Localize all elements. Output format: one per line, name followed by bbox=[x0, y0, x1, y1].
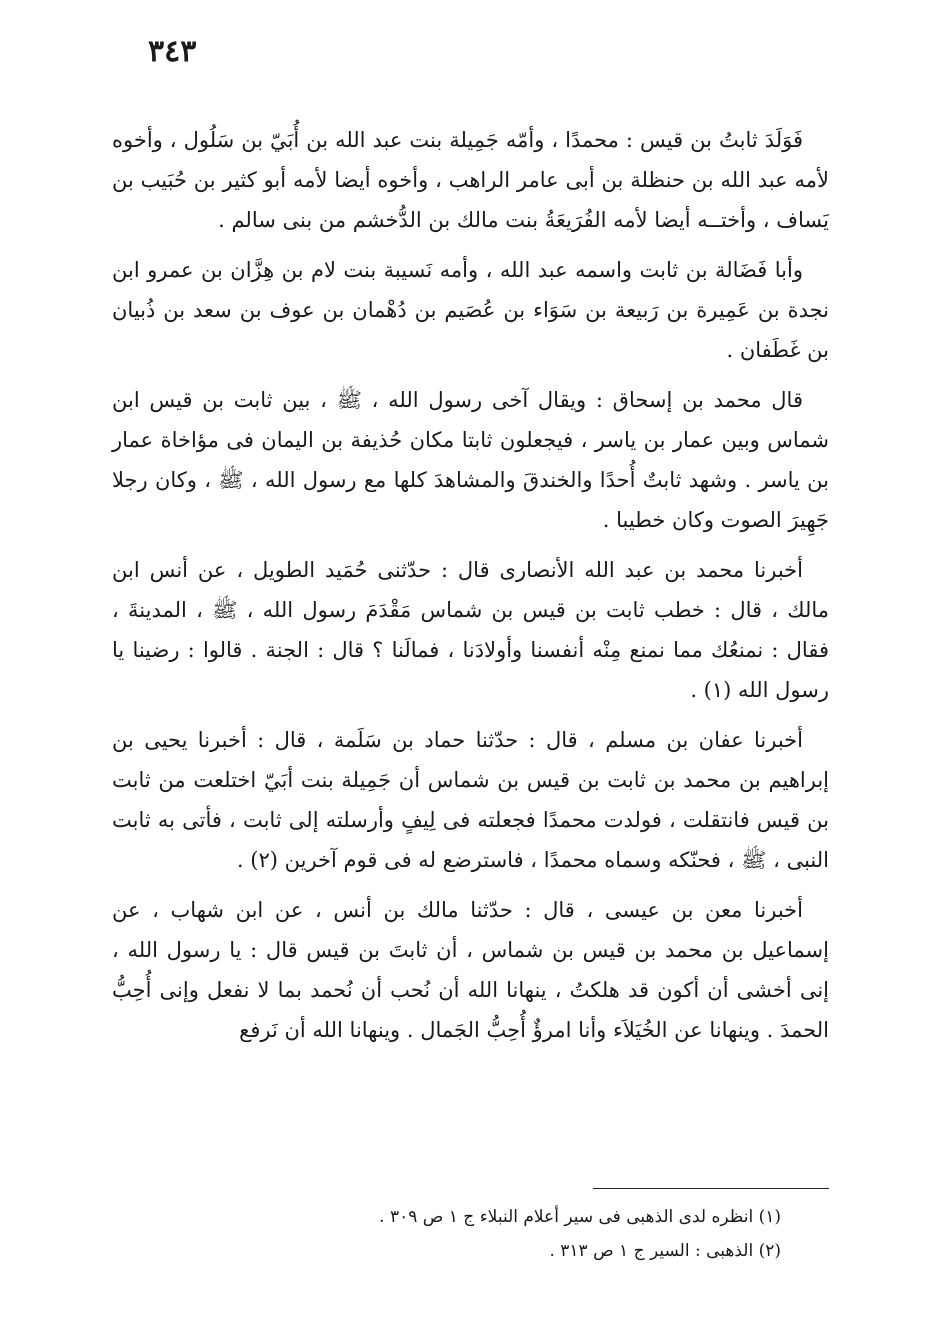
footnote-2: (٢) الذهبى : السير ج ١ ص ٣١٣ . bbox=[549, 1241, 781, 1261]
paragraph-2: وأبا فَضَالة بن ثابت واسمه عبد الله ، وأمه نَسيبة بنت لام بن هِزَّان بن عمرو ابن نجدة بن عَمِيرة بن رَبيعة بن سَوَاء بن عُصَيم بن دُهْمان بن عوف بن سعد بن ذُبيان بن غَطَفان . bbox=[112, 258, 829, 362]
main-text bbox=[112, 120, 829, 1060]
paragraph-6: أخبرنا معن بن عيسى ، قال : حدّثنا مالك بن أنس ، عن ابن شهاب ، عن إسماعيل بن محمد بن قيس بن شماس ، أن ثابتَ بن قيس قال : يا رسول الله ، إنى أخشى أن أكون قد هلكتُ ، ينهانا الله أن نُحب أن نُحمد بما لا نفعل وإنى أُحِبُّ الحمدَ . وينهانا عن الخُيَلاَء وأنا امرؤٌ أُحِبُّ الجَمال . وينهانا الله أن نَرفع bbox=[112, 898, 829, 1042]
footnote-1: (١) انظره لدى الذهبى فى سير أعلام النبلاء ج ١ ص ٣٠٩ . bbox=[379, 1207, 781, 1227]
footnotes bbox=[112, 1200, 829, 1268]
paragraph-5: أخبرنا عفان بن مسلم ، قال : حدّثنا حماد بن سَلَمة ، قال : أخبرنا يحيى بن إبراهيم بن محمد بن ثابت بن قيس بن شماس أن جَمِيلة بنت أبَيّ اختلعت من ثابت بن قيس فانتقلت ، فولدت محمدًا فجعلته فى لِيفٍ وأرسلته إلى ثابت ، فأتى به ثابت النبى ، ﷺ ، فحنّكه وسماه محمدًا ، فاسترضع له فى قوم آخرين (٢) . bbox=[112, 728, 829, 872]
paragraph-1: فَوَلَدَ ثابتُ بن قيس : محمدًا ، وأمّه جَمِيلة بنت عبد الله بن أُبَيّ بن سَلُول ، وأخوه لأمه عبد الله بن حنظلة بن أبى عامر الراهب ، وأخوه أيضا لأمه أبو كثير بن حُبَيب بن يَساف ، وأختــه أيضا لأمه الفُرَيعَةُ بنت مالك بن الدُّخشم من بنى سالم . bbox=[112, 128, 829, 232]
paragraph-4: أخبرنا محمد بن عبد الله الأنصارى قال : حدّثنى حُمَيد الطويل ، عن أنس ابن مالك ، قال : خطب ثابت بن قيس بن شماس مَقْدَمَ رسول الله ، ﷺ ، المدينةَ ، فقال : نمنعُك مما نمنع مِنْه أنفسنا وأولادَنا ، فمالَنا ؟ قال : الجنة . قالوا : رضينا يا رسول الله (١) . bbox=[112, 558, 829, 702]
footnote-divider bbox=[593, 1188, 829, 1189]
page-number: ٣٤٣ bbox=[148, 34, 197, 69]
paragraph-3: قال محمد بن إسحاق : ويقال آخى رسول الله ، ﷺ ، بين ثابت بن قيس ابن شماس وبين عمار بن ياسر ، فيجعلون ثابتا مكان حُذيفة بن اليمان فى مؤاخاة عمار بن ياسر . وشهد ثابتٌ أُحدًا والخندقَ والمشاهدَ كلها مع رسول الله ، ﷺ ، وكان رجلا جَهِيرَ الصوت وكان خطيبا . bbox=[112, 388, 829, 532]
